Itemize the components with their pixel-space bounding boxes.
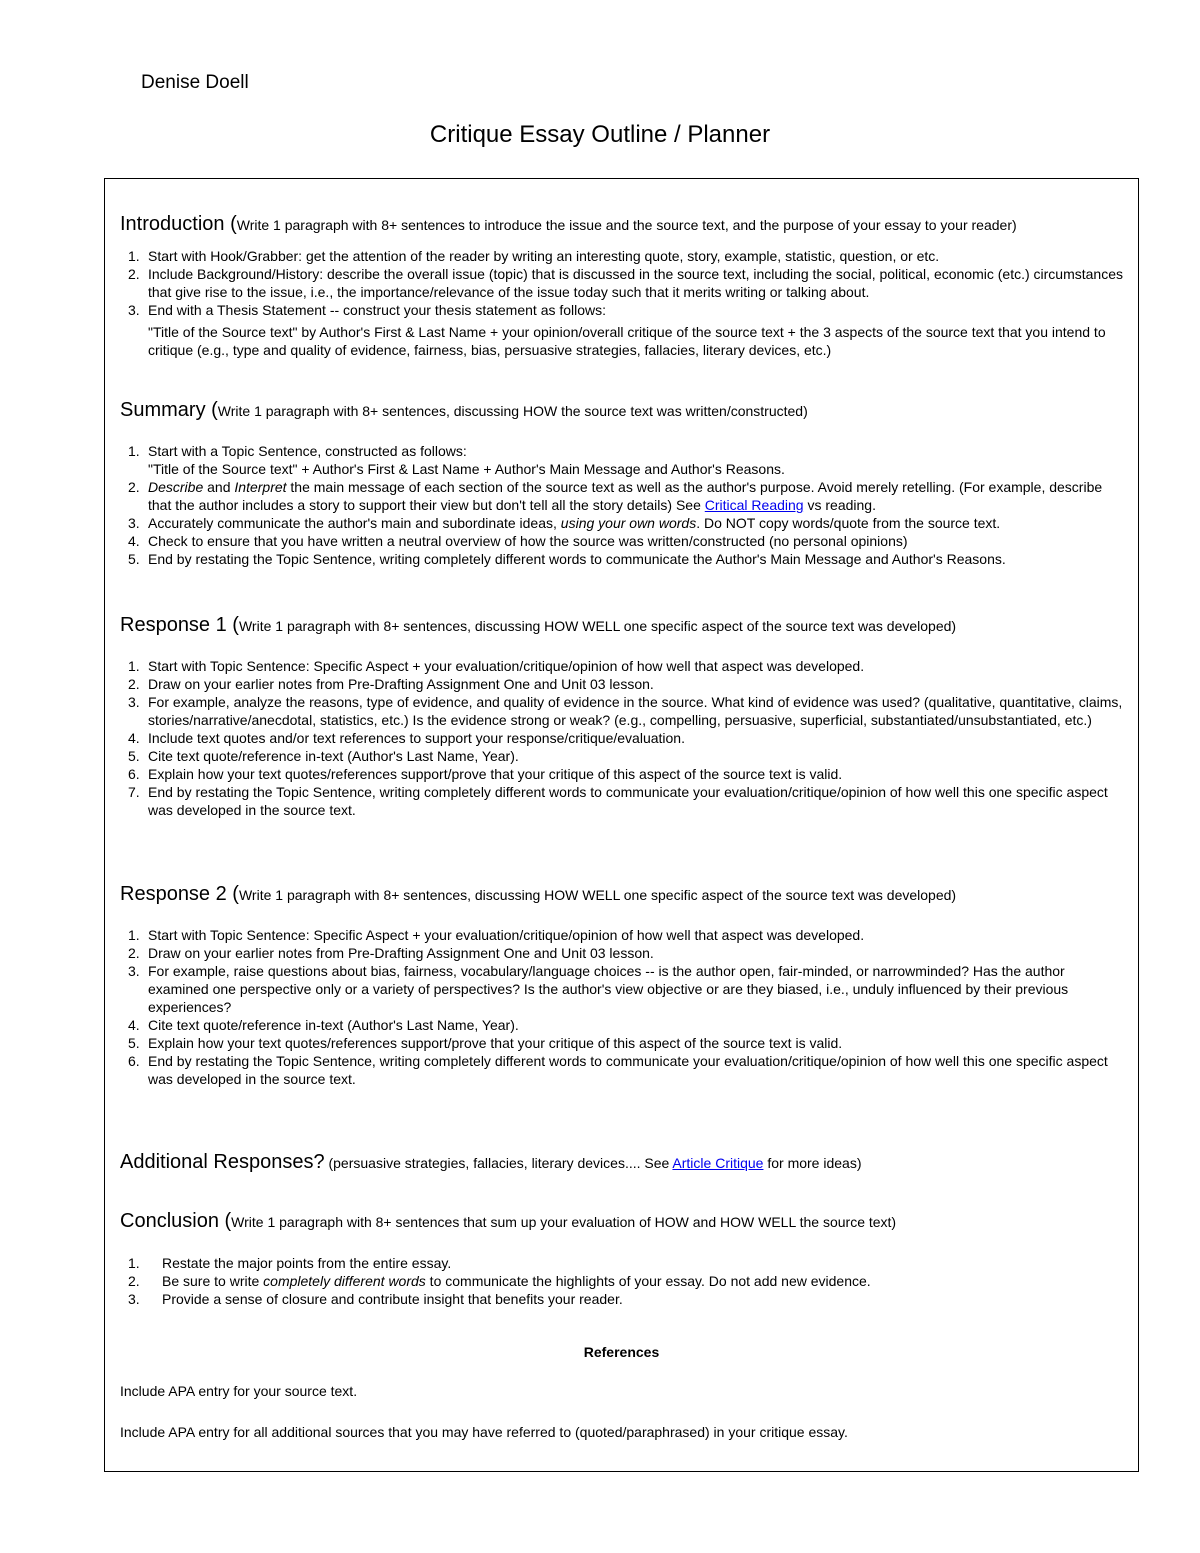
author-name: Denise Doell [141,72,249,93]
list-item: 3. For example, raise questions about bias, fairness, vocabulary/language choices -- is the author open, fair-minded, or narrowminded? Has the author examined one perspective only or a variety of perspectives? Is the author's view objective or are they biased, i.e., unduly influenced by their previous experiences? [128,963,1069,1015]
article-critique-link[interactable]: Article Critique [672,1155,764,1171]
list-item: 5. End by restating the Topic Sentence, writing completely different words to communicate the Author's Main Message and Author's Reasons. [128,551,1006,567]
references-line-1: Include APA entry for your source text. [120,1383,358,1399]
list-item: 7. End by restating the Topic Sentence, writing completely different words to communicate your evaluation/critique/opinion of how well this one specific aspect was developed in the source text. [128,784,1108,818]
additional-heading: Additional Responses? (persuasive strategies, fallacies, literary devices.... See Article Critique for more ideas) [120,1151,862,1173]
list-item: 4. Cite text quote/reference in-text (Author's Last Name, Year). [128,1017,519,1033]
list-item: 1. Start with Hook/Grabber: get the attention of the reader by writing an interesting quote, story, example, statistic, question, or etc. [128,248,940,264]
list-item: 1. Restate the major points from the entire essay. [128,1255,452,1271]
thesis-formula: "Title of the Source text" by Author's First & Last Name + your opinion/overall critique of the source text + the 3 aspects of the source text that you intend to critique (e.g., type and quality of evidence, fairness, bias, persuasive strategies, fallacies, literary devices, etc.) [148,324,1106,358]
list-item: 3. Provide a sense of closure and contribute insight that benefits your reader. [128,1291,623,1307]
list-item: 1. Start with Topic Sentence: Specific Aspect + your evaluation/critique/opinion of how well that aspect was developed. [128,658,865,674]
list-item: 3. Accurately communicate the author's main and subordinate ideas, using your own words. Do NOT copy words/quote from the source text. [128,515,1001,531]
list-item: 4. Include text quotes and/or text references to support your response/critique/evaluation. [128,730,685,746]
list-item: 1. Start with a Topic Sentence, constructed as follows: "Title of the Source text" + Author's First & Last Name + Author's Main Message and Author's Reasons. [128,443,785,477]
intro-section [120,213,1123,359]
references-line-2: Include APA entry for all additional sources that you may have referred to (quoted/paraphrased) in your critique essay. [120,1424,848,1440]
response1-section [120,614,1123,819]
list-item: 4. Check to ensure that you have written a neutral overview of how the source was written/constructed (no personal opinions) [128,533,908,549]
additional-section [120,1151,1123,1174]
list-item: 2. Be sure to write completely different words to communicate the highlights of your essay. Do not add new evidence. [128,1273,871,1289]
list-item: 6. End by restating the Topic Sentence, writing completely different words to communicate your evaluation/critique/opinion of how well this one specific aspect was developed in the source text. [128,1053,1108,1087]
page-title: Critique Essay Outline / Planner [429,121,771,148]
list-item: 3. End with a Thesis Statement -- construct your thesis statement as follows: [128,302,607,318]
list-item: 3. For example, analyze the reasons, type of evidence, and quality of evidence in the source. What kind of evidence was used? (qualitative, quantitative, claims, stories/narrative/anecdotal, statistics, etc.) Is the evidence strong or weak? (e.g., compelling, persuasive, superficial, substantiated/unsubstantiated, etc.) [128,694,1123,728]
list-item: 6. Explain how your text quotes/references support/prove that your critique of this aspect of the source text is valid. [128,766,843,782]
conclusion-heading: Conclusion (Write 1 paragraph with 8+ sentences that sum up your evaluation of HOW and HOW WELL the source text) [120,1210,897,1232]
critical-reading-link[interactable]: Critical Reading [704,497,804,513]
response1-heading: Response 1 (Write 1 paragraph with 8+ sentences, discussing HOW WELL one specific aspect of the source text was developed) [120,614,957,636]
list-item: 2. Describe and Interpret the main message of each section of the source text as well as the author's purpose. Avoid merely retelling. (For example, describe that the author includes a story to support their view but don't tell all the story details) See Critical Reading vs reading. [128,479,1103,513]
list-item: 2. Draw on your earlier notes from Pre-Drafting Assignment One and Unit 03 lesson. [128,676,654,692]
list-item: 5. Explain how your text quotes/references support/prove that your critique of this aspect of the source text is valid. [128,1035,843,1051]
list-item: 2. Draw on your earlier notes from Pre-Drafting Assignment One and Unit 03 lesson. [128,945,654,961]
response2-heading: Response 2 (Write 1 paragraph with 8+ sentences, discussing HOW WELL one specific aspect of the source text was developed) [120,883,957,905]
outline-box [104,178,1139,1472]
intro-heading: Introduction (Write 1 paragraph with 8+ sentences to introduce the issue and the source text, and the purpose of your essay to your reader) [120,213,1017,235]
response2-section [120,883,1123,1088]
references-heading: References [583,1344,660,1360]
conclusion-section [120,1210,1123,1308]
list-item: 5. Cite text quote/reference in-text (Author's Last Name, Year). [128,748,519,764]
list-item: 2. Include Background/History: describe the overall issue (topic) that is discussed in the source text, including the social, political, economic (etc.) circumstances that give rise to the issue, i.e., the importance/relevance of the issue today such that it merits writing or talking about. [128,266,1124,300]
summary-section [120,399,1123,568]
summary-heading: Summary (Write 1 paragraph with 8+ sentences, discussing HOW the source text was written/constructed) [120,399,808,421]
list-item: 1. Start with Topic Sentence: Specific Aspect + your evaluation/critique/opinion of how well that aspect was developed. [128,927,865,943]
